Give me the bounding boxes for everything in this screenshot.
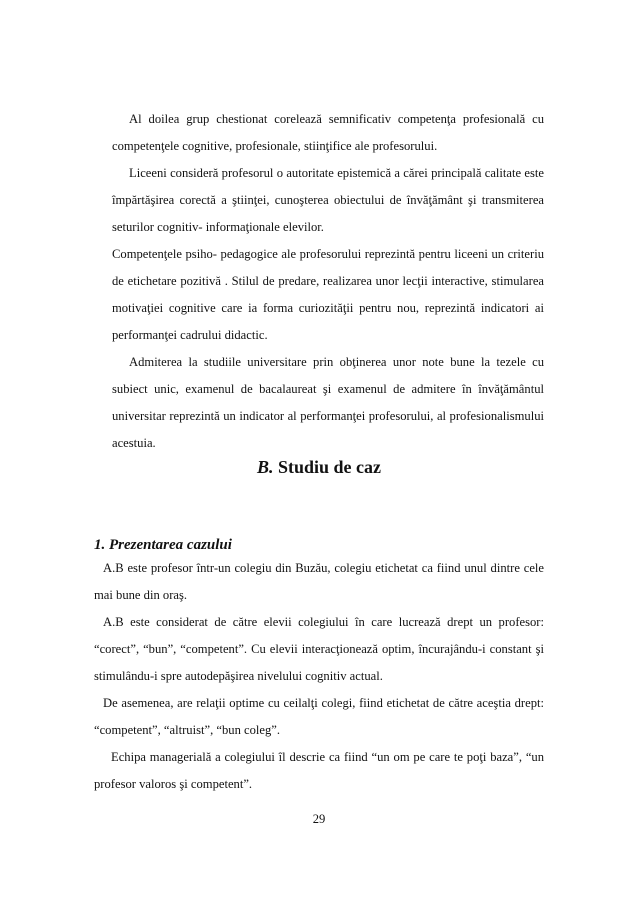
section-letter: B. bbox=[256, 457, 274, 477]
intro-paragraph-2: Liceeni consideră profesorul o autoritate epistemică a cărei principală calitate este împărtăşirea corectă a ştiinţei, cunoşterea obiectului de învăţământ şi transmiterea seturilor cognitiv- informaţionale elevilor. bbox=[112, 166, 544, 234]
case-paragraph-2: A.B este considerat de către elevii colegiului în care lucrează drept un profesor: “corect”, “bun”, “competent”. Cu elevii interacţionează optim, încurajându-i constant şi stimulându-i spre autodepăşirea nivelului cognitiv actual. bbox=[94, 615, 544, 683]
case-section bbox=[94, 555, 544, 798]
section-heading-b bbox=[0, 452, 638, 482]
case-subheading: 1. Prezentarea cazului bbox=[94, 537, 232, 553]
intro-paragraph-1: Al doilea grup chestionat corelează semnificativ competenţa profesională cu competenţele cognitive, profesionale, stiinţifice ale profesorului. bbox=[112, 112, 544, 153]
intro-paragraph-3: Competenţele psiho- pedagogice ale profesorului reprezintă pentru liceeni un criteriu de etichetare pozitivă . Stilul de predare, realizarea unor lecţii interactive, stimularea motivaţiei cognitive care ia forma curiozităţii pentru nou, reprezintă indicatori ai performanţei cadrului didactic. bbox=[112, 247, 544, 342]
page-number: 29 bbox=[312, 812, 326, 826]
case-paragraph-4: Echipa managerială a colegiului îl descrie ca fiind “un om pe care te poţi baza”, “un profesor valoros şi competent”. bbox=[94, 750, 544, 791]
section-title: Studiu de caz bbox=[277, 457, 382, 477]
case-paragraph-1: A.B este profesor într-un colegiu din Buzău, colegiu etichetat ca fiind unul dintre cele mai bune din oraş. bbox=[94, 561, 544, 602]
case-paragraph-3: De asemenea, are relaţii optime cu ceilalţi colegi, fiind etichetat de către aceştia drept: “competent”, “altruist”, “bun coleg”. bbox=[94, 696, 544, 737]
intro-section bbox=[112, 106, 544, 457]
intro-paragraph-4: Admiterea la studiile universitare prin obţinerea unor note bune la tezele cu subiect unic, examenul de bacalaureat şi examenul de admitere în învăţământul universitar reprezintă un indicator al performanţei profesorului, al profesionalismului acestuia. bbox=[112, 355, 544, 450]
